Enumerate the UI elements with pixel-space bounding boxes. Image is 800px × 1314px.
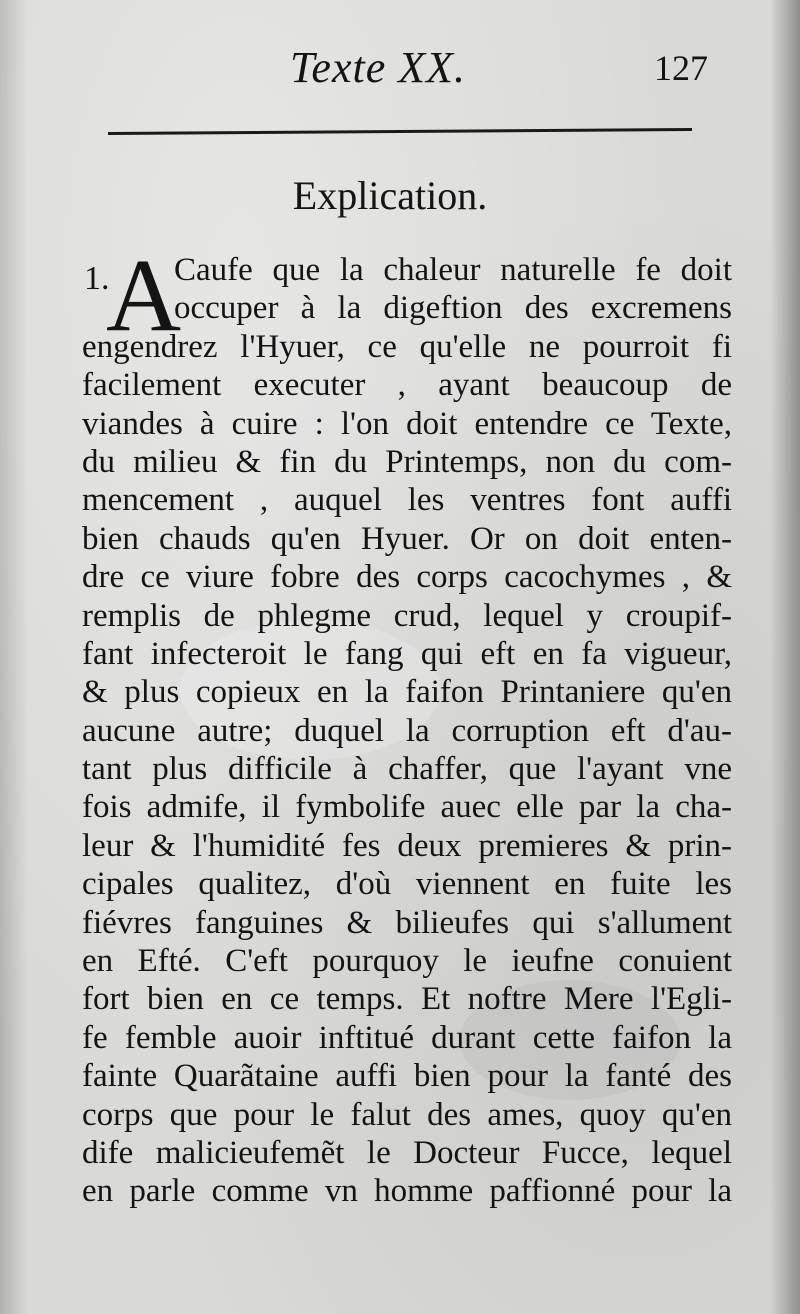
text-line: corps que pour le falut des ames, quoy qu'en: [82, 1096, 732, 1133]
header-rule: [108, 128, 692, 135]
text-line: bien chauds qu'en Hyuer. Or on doit enten-: [82, 520, 732, 557]
section-heading: Explication.: [292, 173, 488, 218]
text-line: du milieu & fin du Printemps, non du com-: [82, 443, 732, 480]
text-line: cipales qualitez, d'où viennent en fuite les: [82, 866, 732, 903]
text-line: fe femble auoir inftitué durant cette faifon la: [82, 1019, 732, 1056]
body-text: [82, 251, 732, 1211]
text-line: tant plus difficile à chaffer, que l'ayant vne: [82, 751, 732, 788]
text-line: dre ce viure fobre des corps cacochymes , &: [82, 559, 732, 596]
text-line: remplis de phlegme crud, lequel y croupif-: [82, 597, 732, 634]
text-line: facilement executer , ayant beaucoup de: [82, 367, 732, 404]
text-line: viandes à cuire : l'on doit entendre ce Texte,: [82, 405, 732, 442]
text-line: fort bien en ce temps. Et noftre Mere l'Egli-: [82, 981, 732, 1018]
page-number: 127: [654, 48, 708, 88]
text-line: aucune autre; duquel la corruption eft d'au-: [82, 712, 732, 749]
paragraph-number: 1.: [84, 260, 110, 297]
text-line: fois admife, il fymbolife auec elle par la cha-: [82, 789, 732, 826]
text-line: fant infecteroit le fang qui eft en fa vigueur,: [82, 635, 732, 672]
text-line: Caufe que la chaleur naturelle fe doit: [174, 252, 732, 288]
text-line: dife malicieufemẽt le Docteur Fucce, lequel: [82, 1134, 732, 1171]
text-line: fiévres fanguines & bilieufes qui s'allument: [82, 904, 732, 941]
running-head-title: Texte XX.: [290, 43, 466, 92]
drop-cap: A: [106, 238, 182, 353]
text-line: mencement , auquel les ventres font auffi: [82, 482, 732, 519]
text-line: engendrez l'Hyuer, ce qu'elle ne pourroit fi: [82, 328, 732, 365]
text-line: en parle comme vn homme paffionné pour la: [82, 1173, 732, 1210]
text-line: leur & l'humidité fes deux premieres & prin-: [82, 827, 732, 864]
text-line: occuper à la digeftion des excremens: [174, 290, 732, 327]
text-line: fainte Quarãtaine auffi bien pour la fanté des: [82, 1058, 732, 1095]
text-line: & plus copieux en la faifon Printaniere qu'en: [82, 674, 732, 711]
running-head: [0, 38, 800, 98]
text-line: en Efté. C'eft pourquoy le ieufne conuient: [82, 943, 732, 980]
